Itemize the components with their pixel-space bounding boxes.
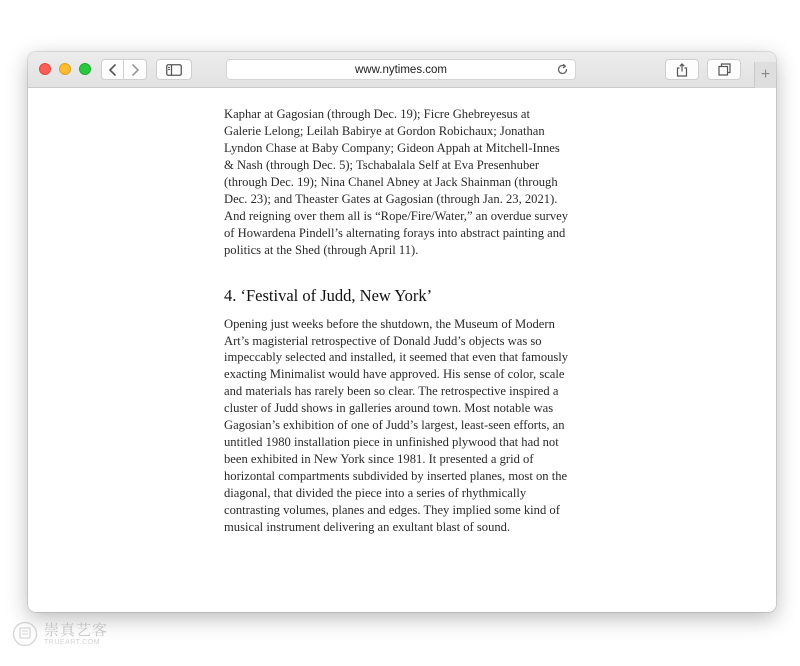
reload-icon[interactable] [556, 63, 569, 76]
share-button[interactable] [665, 59, 699, 80]
browser-toolbar [28, 52, 776, 88]
watermark-cn-text: 崇真艺客 [44, 621, 109, 639]
share-icon [676, 63, 688, 77]
browser-window [28, 52, 776, 612]
sidebar-icon [166, 64, 182, 76]
watermark-en-text: TRUEART.COM [44, 639, 100, 646]
page-content [28, 88, 776, 612]
watermark [12, 618, 108, 650]
sidebar-toggle-button[interactable] [156, 59, 192, 80]
show-tabs-button[interactable] [707, 59, 741, 80]
forward-button[interactable] [124, 59, 147, 80]
chevron-right-icon [130, 64, 140, 76]
address-bar[interactable] [226, 59, 576, 80]
url-text: www.nytimes.com [354, 63, 448, 76]
new-tab-button[interactable]: + [754, 62, 776, 88]
zoom-window-button[interactable] [79, 63, 91, 75]
watermark-logo-icon [12, 621, 38, 647]
back-button[interactable] [101, 59, 124, 80]
intro-paragraph: Kaphar at Gagosian (through Dec. 19); Ficre Ghebreyesus at Galerie Lelong; Leilah Babirye at Gordon Robichaux; Jonathan Lyndon Chase at Baby Company; Gideon Appah at Mitchell-Innes & Nash (through Dec. 5); Tschabalala Self at Eva Presenhuber (through Dec. 19); Nina Chanel Abney at Jack Shainman (through Dec. 23); and Theaster Gates at Gagosian (through Jan. 23, 2021). And reigning over them all is “Rope/Fire/Water,” an overdue survey of Howardena Pindell’s alternating forays into abstract painting and politics at the Shed (through April 11). [224, 107, 569, 257]
chevron-left-icon [108, 64, 118, 76]
section-heading: 4. ‘Festival of Judd, New York’ [224, 285, 433, 305]
close-window-button[interactable] [39, 63, 51, 75]
article-body [224, 106, 569, 536]
minimize-window-button[interactable] [59, 63, 71, 75]
section-paragraph: Opening just weeks before the shutdown, the Museum of Modern Art’s magisterial retrospective of Donald Judd’s objects was so impeccably selected and installed, it seemed that even that famously exacting Minimalist would have approved. His sense of color, scale and materials has rarely been so clear. The retrospective inspired a cluster of Judd shows in galleries around town. Most notable was Gagosian’s exhibition of one of Judd’s largest, least-seen efforts, an untitled 1980 installation piece in unfinished plywood that had not been exhibited in New York since 1981. It presented a grid of horizontal compartments subdivided by inserted planes, most on the diagonal, that divided the piece into a series of rhythmically contrasting volumes, planes and edges. They implied some kind of musical instrument delivering an exultant blast of sound. [224, 316, 569, 535]
tabs-overview-icon [718, 63, 731, 76]
